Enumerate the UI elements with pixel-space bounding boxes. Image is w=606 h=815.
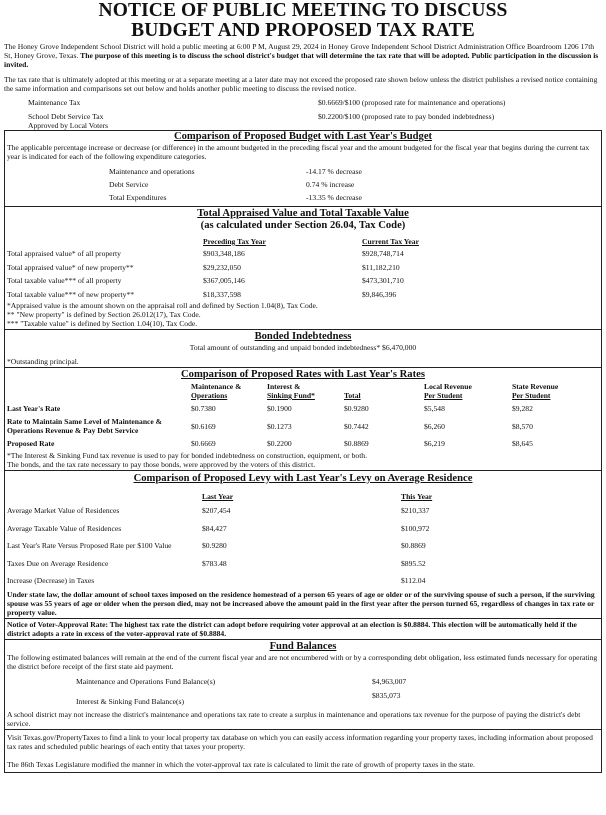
appraised-label: Total appraised value* of all property — [7, 249, 121, 258]
levy-label: Taxes Due on Average Residence — [7, 558, 109, 568]
appraised-label: Total taxable value*** of all property — [7, 276, 122, 285]
levy-this: $100,972 — [401, 523, 430, 533]
table-row — [7, 555, 599, 573]
intro-purpose: The purpose of this meeting is to discuss the school district's budget that will determine the tax rate that will be adopted. Public participation in the discussion is invited. — [4, 51, 599, 69]
appraised-title — [7, 208, 599, 232]
bonded-note: *Outstanding principal. — [7, 357, 79, 366]
table-row — [7, 572, 599, 590]
levy-last: $0.9280 — [202, 541, 227, 550]
fund-label: Interest & Sinking Fund Balance(s) — [76, 696, 184, 706]
total-value: $0.9280 — [344, 404, 369, 413]
appraised-note: ** "New property" is defined by Section 26.012(17), Tax Code. — [7, 310, 201, 319]
table-row — [7, 165, 599, 178]
state-revenue-header: State Revenue Per Student — [512, 382, 559, 400]
rates-note: The bonds, and the tax rate necessary to pay those bonds, were approved by the voters of this district. — [7, 460, 316, 469]
rates-note: *The Interest & Sinking Fund tax revenue is used to pay for bonded indebtedness on construction, equipment, or both. — [7, 451, 368, 460]
fund-note: A school district may not increase the district's maintenance and operations tax rate to create a surplus in maintenance and operations tax revenue for the purpose of paying the district's debt service. — [7, 709, 581, 728]
table-row — [7, 502, 599, 520]
levy-last: $84,427 — [202, 523, 227, 533]
preceding-year-header: Preceding Tax Year — [203, 237, 266, 246]
proposed-rate-row — [4, 112, 602, 121]
budget-comparison-title: Comparison of Proposed Budget with Last Year's Budget — [173, 131, 433, 142]
budget-label: Debt Service — [109, 180, 149, 189]
appraised-prev: $29,232,050 — [203, 262, 241, 272]
rate-row-label: Last Year's Rate — [7, 404, 61, 413]
voter-approval-text: Notice of Voter-Approval Rate: The highest tax rate the district can adopt before requiring voter approval at an election is $0.8884. This election will be automatically held if the district adopts a rate in excess of the voter-approval rate of $0.8884. — [7, 619, 577, 638]
local-revenue-value: $6,260 — [424, 421, 445, 431]
table-row — [7, 274, 599, 288]
levy-this: $0.8869 — [401, 541, 426, 550]
is-value: $0.1900 — [267, 404, 292, 413]
levy-this: $895.52 — [401, 558, 426, 568]
table-row — [7, 178, 599, 191]
appraised-prev: $367,005,146 — [203, 276, 245, 285]
table-row — [7, 437, 599, 450]
appraised-prev: $18,337,598 — [203, 289, 241, 299]
this-year-header: This Year — [401, 492, 433, 501]
appraised-value-section — [4, 206, 602, 330]
rate-notice: The tax rate that is ultimately adopted at this meeting or at a separate meeting at a later date may not exceed the proposed rate shown below unless the district publishes a revised notice containing the same information and comparisons set out below and holds another public meeting to discuss the revised notice. — [4, 75, 598, 93]
appraised-curr: $928,748,714 — [362, 249, 404, 258]
budget-label: Maintenance and operations — [109, 167, 195, 176]
levy-label: Average Taxable Value of Residences — [7, 523, 122, 533]
table-row — [7, 520, 599, 538]
last-year-header: Last Year — [202, 492, 234, 501]
appraised-curr: $9,846,396 — [362, 289, 397, 299]
proposed-rates — [4, 97, 602, 130]
levy-last — [202, 572, 401, 590]
appraised-label: Total appraised value* of new property** — [7, 262, 134, 272]
bonded-indebtedness-section — [4, 329, 602, 368]
rate-row-label: Rate to Maintain Same Level of Maintenance & Operations Revenue & Pay Debt Service — [7, 417, 163, 435]
table-row — [7, 402, 599, 415]
table-row — [7, 676, 599, 687]
state-revenue-value: $9,282 — [512, 404, 533, 413]
levy-comparison-section — [4, 470, 602, 619]
current-year-header: Current Tax Year — [362, 237, 419, 246]
table-row — [7, 537, 599, 555]
voter-approval-section — [4, 618, 602, 640]
levy-this: $112.04 — [401, 576, 426, 585]
state-revenue-value: $8,645 — [512, 439, 533, 448]
is-header: Interest & Sinking Fund* — [267, 382, 315, 400]
fund-balances-section — [4, 639, 602, 730]
appraised-curr: $11,182,210 — [362, 262, 400, 272]
table-row — [7, 191, 599, 204]
table-row — [7, 288, 599, 302]
intro-text: The Honey Grove Independent School District will hold a public meeting at 6:00 P M, August 29, 2024 in Honey Grove Independent School District Administration Office Boardroom 1206 17th St, Honey Grove, Texas. — [4, 42, 595, 60]
budget-comparison-desc: The applicable percentage increase or decrease (or difference) in the amount budgeted in the preceding fiscal year and the amount budgeted for the fiscal year that begins during the current tax year is indicated for each of the following expenditure categories. — [7, 143, 590, 161]
rate-value: $0.2200/$100 (proposed rate to pay bonded indebtedness) — [318, 112, 495, 121]
footer-link-text: Visit Texas.gov/PropertyTaxes to find a link to your local property tax database on which you can easily access information regarding your property taxes, including information about proposed tax rates and scheduled public hearings of each entity that taxes your property. — [7, 732, 593, 751]
is-value: $0.1273 — [267, 421, 292, 431]
mo-value: $0.6669 — [191, 439, 216, 448]
total-header: Total — [344, 391, 361, 400]
levy-label: Increase (Decrease) in Taxes — [7, 576, 95, 585]
state-law-paragraph: Under state law, the dollar amount of school taxes imposed on the residence homestead of a person 65 years of age or older or of the surviving spouse of such a person, if the surviving spouse was 55 years of age or older when the person died, may not be increased above the amount paid in the first year after the person turned 65, regardless of changes in tax rate or property value. — [7, 589, 595, 617]
rates-comparison-section — [4, 367, 602, 471]
budget-comparison-section — [4, 130, 602, 207]
budget-value: -14.17 % decrease — [306, 167, 362, 176]
rate-row-label: Proposed Rate — [7, 439, 55, 448]
levy-title: Comparison of Proposed Levy with Last Year's Levy on Average Residence — [133, 473, 473, 484]
appraised-note: *** "Taxable value" is defined by Section 1.04(10), Tax Code. — [7, 319, 198, 328]
local-revenue-header: Local Revenue Per Student — [424, 382, 472, 400]
fund-label: Maintenance and Operations Fund Balance(s) — [76, 676, 216, 686]
footer-legislature-text: The 86th Texas Legislature modified the manner in which the voter-approval tax rate is calculated to limit the rate of growth of property taxes in the state. — [7, 759, 475, 769]
notice-page — [4, 1, 602, 773]
budget-value: -13.35 % decrease — [306, 193, 362, 202]
levy-label: Average Market Value of Residences — [7, 506, 120, 515]
approved-note: Approved by Local Voters — [28, 121, 109, 130]
local-revenue-value: $5,548 — [424, 404, 445, 413]
appraised-note: *Appraised value is the amount shown on the appraisal roll and defined by Section 1.04(8), Tax Code. — [7, 301, 318, 310]
levy-this: $210,337 — [401, 506, 430, 515]
appraised-title-line-2: (as calculated under Section 26.04, Tax Code) — [200, 220, 406, 231]
appraised-curr: $473,301,710 — [362, 276, 404, 285]
title-line-1: NOTICE OF PUBLIC MEETING TO DISCUSS — [98, 0, 508, 21]
title-line-2: BUDGET AND PROPOSED TAX RATE — [131, 20, 475, 41]
appraised-label: Total taxable value*** of new property** — [7, 289, 135, 299]
local-revenue-value: $6,219 — [424, 439, 445, 448]
fund-value: $835,073 — [372, 690, 401, 700]
state-revenue-value: $8,570 — [512, 421, 533, 431]
table-row — [7, 691, 599, 707]
proposed-rate-row — [4, 97, 602, 108]
budget-label: Total Expenditures — [109, 193, 167, 202]
appraised-header — [7, 236, 599, 247]
mo-value: $0.6169 — [191, 421, 216, 431]
budget-comparison-table — [7, 165, 599, 205]
fund-value: $4,963,007 — [372, 676, 407, 686]
bonded-title: Bonded Indebtedness — [254, 331, 352, 342]
table-row — [7, 247, 599, 261]
intro-paragraph — [4, 42, 602, 69]
mo-header: Maintenance & Operations — [191, 382, 242, 400]
levy-last: $207,454 — [202, 506, 231, 515]
is-value: $0.2200 — [267, 439, 292, 448]
mo-value: $0.7380 — [191, 404, 216, 413]
notice-title — [4, 1, 602, 41]
levy-label: Last Year's Rate Versus Proposed Rate per $100 Value — [7, 541, 172, 550]
rates-comparison-title: Comparison of Proposed Rates with Last Year's Rates — [181, 369, 425, 380]
rates-header — [7, 382, 599, 400]
table-row — [7, 417, 599, 435]
rate-value: $0.6669/$100 (proposed rate for maintenance and operations) — [318, 98, 506, 107]
budget-value: 0.74 % increase — [306, 180, 355, 189]
total-value: $0.7442 — [344, 421, 369, 431]
table-row — [7, 261, 599, 275]
total-value: $0.8869 — [344, 439, 369, 448]
rate-label: School Debt Service Tax — [28, 112, 104, 121]
fund-desc: The following estimated balances will remain at the end of the current fiscal year and are not encumbered with or by a corresponding debt obligation, less estimated funds necessary for operating the district before receipt of the first state aid payment. — [7, 652, 598, 671]
appraised-prev: $903,348,186 — [203, 249, 245, 258]
levy-header — [7, 491, 599, 502]
bonded-total: Total amount of outstanding and unpaid bonded indebtedness* $6,470,000 — [189, 343, 417, 352]
fund-title: Fund Balances — [269, 640, 337, 652]
levy-last: $783.48 — [202, 558, 227, 568]
rate-label: Maintenance Tax — [28, 98, 81, 107]
appraised-title-line-1: Total Appraised Value and Total Taxable Value — [197, 208, 409, 219]
footer-section — [4, 729, 602, 773]
